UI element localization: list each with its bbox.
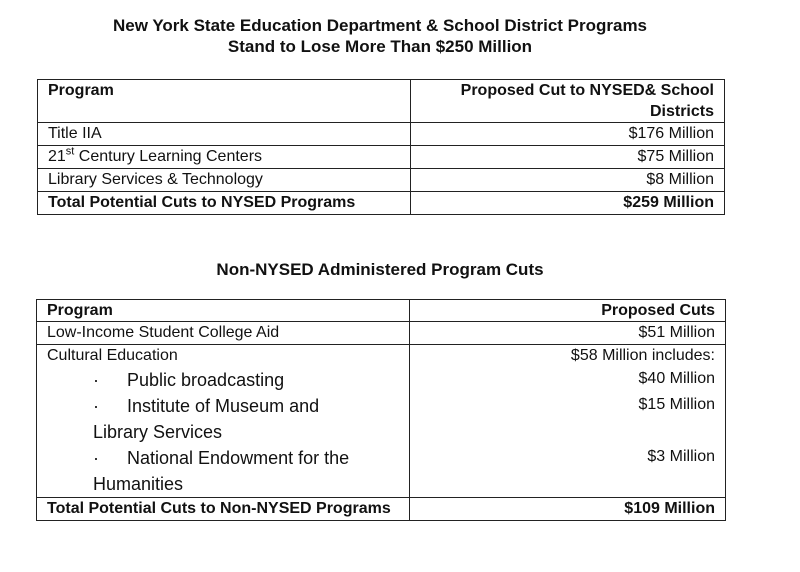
- sub-item-cut: $15 Million: [638, 396, 715, 413]
- header-program: Program: [37, 300, 410, 322]
- cut-cell: [410, 345, 726, 498]
- bullet-icon: ·: [93, 396, 99, 416]
- program-cell: [37, 345, 410, 498]
- cut-cell: $75 Million: [411, 146, 725, 169]
- sub-item: [47, 393, 399, 419]
- sub-item-continuation: Library Services: [93, 422, 223, 442]
- cut-cell: $8 Million: [411, 169, 725, 192]
- ordinal-suffix: st: [65, 145, 75, 158]
- sub-item: [47, 367, 399, 393]
- total-label: Total Potential Cuts to Non-NYSED Programs: [37, 498, 410, 521]
- cut-summary: $58 Million includes:: [570, 347, 715, 364]
- sub-item-cut: $3 Million: [647, 448, 715, 465]
- program-cell: Low-Income Student College Aid: [37, 322, 410, 345]
- total-row: [38, 192, 725, 215]
- sub-item-cut: $40 Million: [638, 370, 715, 387]
- table-row: [38, 123, 725, 146]
- total-row: [37, 498, 726, 521]
- sub-item-label: National Endowment for the: [127, 448, 350, 468]
- header-proposed-cut: Proposed Cut to NYSED& School Districts: [411, 80, 725, 123]
- sub-item: [47, 445, 399, 471]
- document-title-line-2: Stand to Lose More Than $250 Million: [227, 37, 533, 56]
- header-proposed-cuts: Proposed Cuts: [410, 300, 726, 322]
- document-title-line-1: New York State Education Department & School District Programs: [112, 16, 648, 35]
- bullet-icon: ·: [93, 370, 99, 390]
- cut-cell: $51 Million: [410, 322, 726, 345]
- program-cell: Library Services & Technology: [38, 169, 411, 192]
- total-label: Total Potential Cuts to NYSED Programs: [38, 192, 411, 215]
- cut-cell: $176 Million: [411, 123, 725, 146]
- program-name: Cultural Education: [47, 347, 178, 364]
- header-program: Program: [38, 80, 411, 123]
- table-row: [38, 169, 725, 192]
- sub-item-label: Institute of Museum and: [127, 396, 320, 416]
- ordinal-number: 21: [48, 148, 66, 165]
- table-row: [37, 322, 726, 345]
- program-cell: Title IIA: [38, 123, 411, 146]
- sub-item-label: Public broadcasting: [127, 370, 285, 390]
- sub-item-continuation: Humanities: [93, 474, 184, 494]
- total-value: $109 Million: [410, 498, 726, 521]
- program-cell: [38, 146, 411, 169]
- table-row: [38, 146, 725, 169]
- nysed-cuts-table: [37, 79, 725, 215]
- bullet-icon: ·: [93, 448, 99, 468]
- program-name: Century Learning Centers: [74, 148, 263, 165]
- total-value: $259 Million: [411, 192, 725, 215]
- section-title: Non-NYSED Administered Program Cuts: [216, 260, 544, 279]
- table-header-row: [37, 300, 726, 322]
- non-nysed-cuts-table: [36, 299, 726, 521]
- table-row-cultural-education: [37, 345, 726, 498]
- table-header-row: [38, 80, 725, 123]
